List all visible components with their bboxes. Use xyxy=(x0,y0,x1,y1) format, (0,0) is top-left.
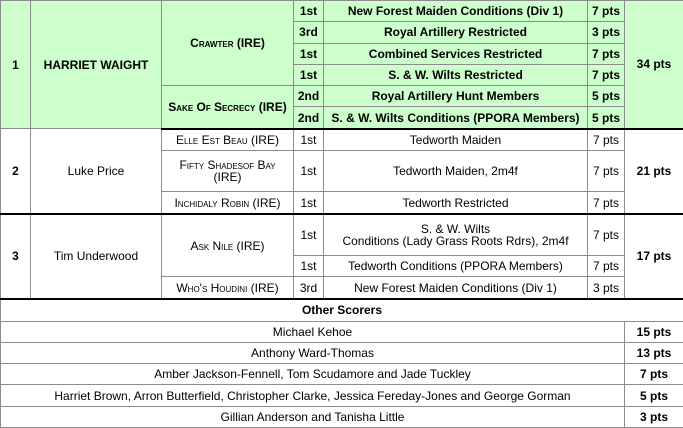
place-cell: 1st xyxy=(294,43,324,64)
scorer-names: Amber Jackson-Fennell, Tom Scudamore and Jade Tuckley xyxy=(1,364,625,385)
scorer-names: Michael Kehoe xyxy=(1,321,625,342)
points-cell: 15 pts xyxy=(625,321,683,342)
position-cell: 2 xyxy=(1,129,31,214)
place-cell: 1st xyxy=(294,64,324,85)
place-cell: 1st xyxy=(294,192,324,214)
points-cell: 3 pts xyxy=(625,406,683,427)
horse-name: Inchidaly Robin (IRE) xyxy=(162,192,294,214)
place-cell: 1st xyxy=(294,1,324,22)
table-row xyxy=(1,364,683,385)
race-cell: S. & W. Wilts Conditions (PPORA Members) xyxy=(324,107,588,129)
horse-name: Elle Est Beau (IRE) xyxy=(162,129,294,151)
points-cell: 7 pts xyxy=(588,64,625,85)
place-cell: 1st xyxy=(294,256,324,277)
horse-name: Who's Houdini (IRE) xyxy=(162,277,294,299)
place-cell: 3rd xyxy=(294,22,324,43)
horse-name: Crawter (IRE) xyxy=(162,1,294,86)
points-cell: 7 pts xyxy=(588,151,625,192)
scorer-names: Anthony Ward-Thomas xyxy=(1,342,625,363)
rider-name: Tim Underwood xyxy=(31,214,162,299)
points-cell: 7 pts xyxy=(588,192,625,214)
place-cell: 1st xyxy=(294,151,324,192)
scorer-names: Harriet Brown, Arron Butterfield, Christopher Clarke, Jessica Fereday-Jones and George Gorman xyxy=(1,385,625,406)
table-row xyxy=(1,342,683,363)
scorer-names: Gillian Anderson and Tanisha Little xyxy=(1,406,625,427)
points-cell: 13 pts xyxy=(625,342,683,363)
points-cell: 3 pts xyxy=(588,277,625,299)
place-cell: 1st xyxy=(294,214,324,256)
other-scorers-title: Other Scorers xyxy=(1,299,683,321)
race-cell: S. & W. Wilts Restricted xyxy=(324,64,588,85)
points-cell: 7 pts xyxy=(588,43,625,64)
position-cell: 3 xyxy=(1,214,31,299)
total-points: 17 pts xyxy=(625,214,683,299)
points-cell: 7 pts xyxy=(588,129,625,151)
points-cell: 5 pts xyxy=(588,86,625,107)
race-cell: Tedworth Restricted xyxy=(324,192,588,214)
race-cell: Royal Artillery Hunt Members xyxy=(324,86,588,107)
race-cell: Royal Artillery Restricted xyxy=(324,22,588,43)
race-cell xyxy=(324,214,588,256)
race-line: S. & W. Wilts xyxy=(420,222,491,237)
horse-name: Sake Of Secrecy (IRE) xyxy=(162,86,294,129)
table-row xyxy=(1,129,683,151)
points-cell: 3 pts xyxy=(588,22,625,43)
place-cell: 2nd xyxy=(294,86,324,107)
total-points: 34 pts xyxy=(625,1,683,129)
race-cell: Tedworth Maiden xyxy=(324,129,588,151)
horse-name: Ask Nile (IRE) xyxy=(162,214,294,277)
points-cell: 5 pts xyxy=(588,107,625,129)
position-cell: 1 xyxy=(1,1,31,129)
place-cell: 3rd xyxy=(294,277,324,299)
section-header xyxy=(1,299,683,321)
race-cell: New Forest Maiden Conditions (Div 1) xyxy=(324,277,588,299)
points-cell: 7 pts xyxy=(588,1,625,22)
horse-name: Fifty Shadesof Bay (IRE) xyxy=(162,151,294,192)
total-points: 21 pts xyxy=(625,129,683,214)
race-cell: New Forest Maiden Conditions (Div 1) xyxy=(324,1,588,22)
table-row xyxy=(1,1,683,22)
table-row xyxy=(1,406,683,427)
points-cell: 7 pts xyxy=(625,364,683,385)
race-cell: Tedworth Maiden, 2m4f xyxy=(324,151,588,192)
table-row xyxy=(1,321,683,342)
rider-name: Luke Price xyxy=(31,129,162,214)
points-cell: 7 pts xyxy=(588,214,625,256)
place-cell: 2nd xyxy=(294,107,324,129)
points-cell: 7 pts xyxy=(588,256,625,277)
points-cell: 5 pts xyxy=(625,385,683,406)
table-row xyxy=(1,214,683,256)
table-row xyxy=(1,385,683,406)
rider-name: HARRIET WAIGHT xyxy=(31,1,162,129)
place-cell: 1st xyxy=(294,129,324,151)
race-line: Conditions (Lady Grass Roots Rdrs), 2m4f xyxy=(342,234,569,249)
race-cell: Tedworth Conditions (PPORA Members) xyxy=(324,256,588,277)
race-cell: Combined Services Restricted xyxy=(324,43,588,64)
